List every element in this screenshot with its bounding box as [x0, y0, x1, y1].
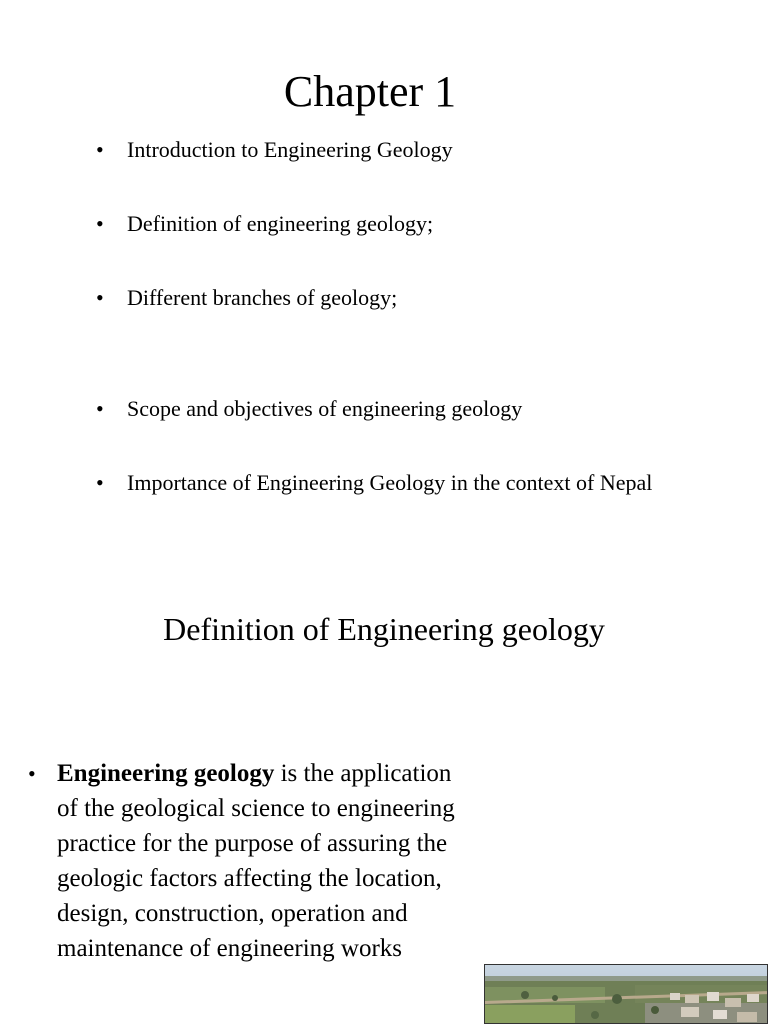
slide-title: Chapter 1	[283, 67, 457, 116]
list-item-text: Introduction to Engineering Geology	[127, 137, 453, 162]
list-item-text: Importance of Engineering Geology in the context of Nepal	[127, 470, 653, 495]
list-item	[96, 467, 706, 499]
bullet-icon: •	[96, 211, 104, 236]
aerial-landscape-photo	[484, 964, 768, 1024]
bullet-icon: •	[96, 396, 104, 421]
definition-paragraph	[28, 756, 478, 966]
topic-list	[96, 134, 706, 499]
list-item	[96, 393, 706, 425]
list-item-text: Different branches of geology;	[127, 285, 398, 310]
section-title: Definition of Engineering geology	[163, 611, 605, 647]
list-item	[96, 208, 706, 240]
definition-text	[28, 756, 478, 966]
bullet-icon: •	[96, 137, 104, 162]
landscape-icon	[485, 965, 768, 1024]
list-item-text: Scope and objectives of engineering geology	[127, 396, 523, 421]
bullet-icon: •	[96, 285, 104, 310]
definition-term: Engineering geology	[57, 760, 275, 787]
list-item	[96, 282, 706, 314]
bullet-icon: •	[96, 470, 104, 495]
list-item-text: Definition of engineering geology;	[127, 211, 434, 236]
bullet-icon: •	[28, 761, 36, 786]
list-item	[96, 134, 706, 166]
definition-body: is the application of the geological science to engineering practice for the purpose of assuring the geologic factors affecting the location, design, construction, operation and maintenance of engineering works	[57, 760, 455, 962]
